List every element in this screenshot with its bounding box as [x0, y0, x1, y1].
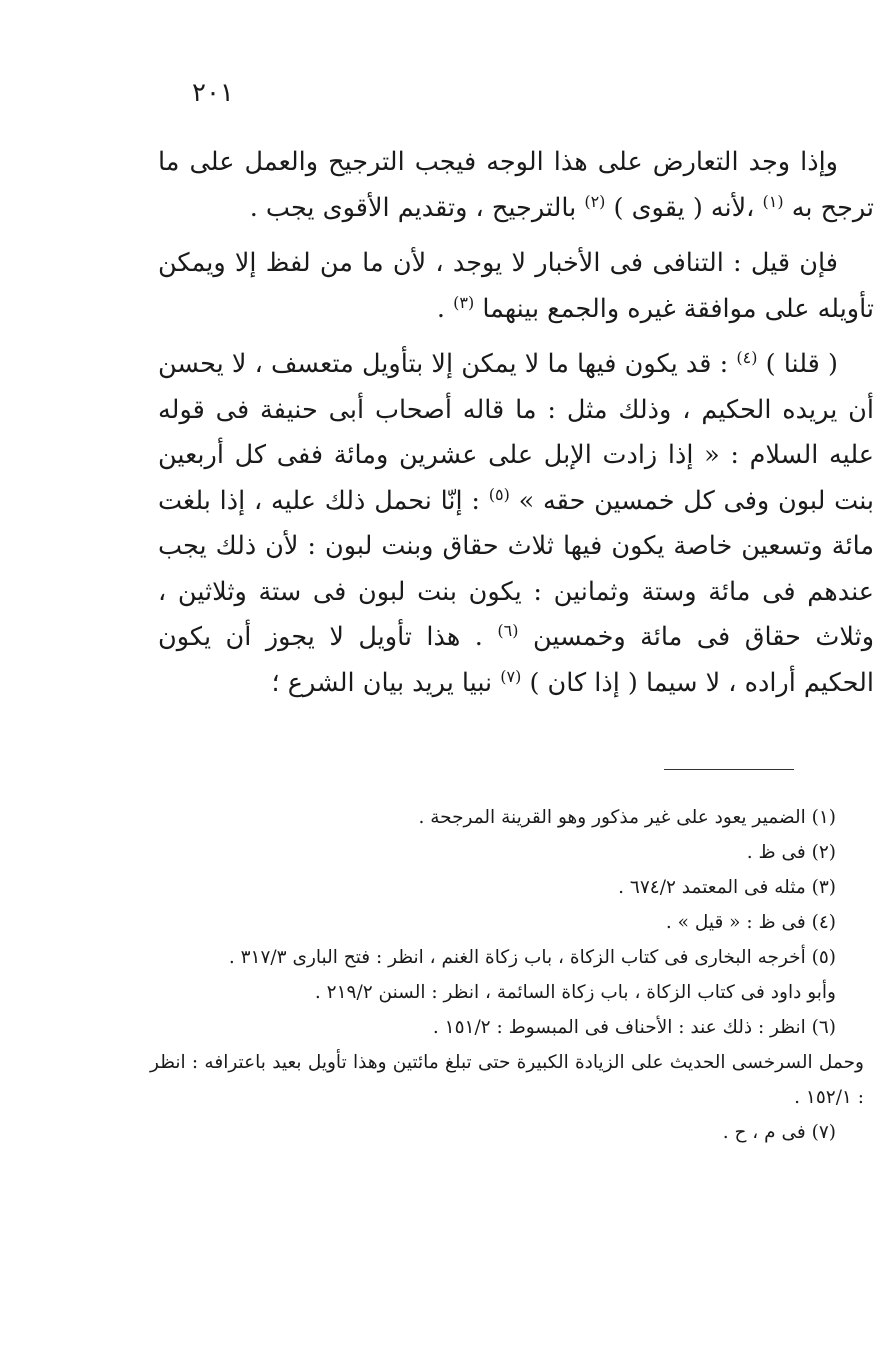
footnote-ref-6: (٦) — [497, 621, 519, 640]
footnote-ref-7: (٧) — [500, 666, 522, 686]
text-segment: بالترجيح ، وتقديم الأقوى يجب . — [249, 192, 577, 223]
text-segment: : إنّا نحمل ذلك عليه ، إذا بلغت مائة وتسعين خاصة يكون فيها ثلاث حقاق وبنت لبون : لأن ذلك يجب عندهم فى مائة وستة وثمانين : يكون بنت لبون فى ستة وثلاثين ، وثلاث حقاق فى مائة وخمسين — [158, 485, 875, 652]
footnote-6: (٦) انظر : ذلك عند : الأحناف فى المبسوط : ١٥١/٢ . — [432, 1017, 836, 1038]
text-segment: فإن قيل : التنافى فى الأخبار لا يوجد ، لأن ما من لفظ إلا ويمكن تأويله على موافقة غيره والجمع بينهما — [158, 248, 874, 324]
footnote-2: (٢) فى ظ . — [746, 842, 836, 863]
text-segment: ،لأنه ( يقوى ) — [613, 192, 755, 223]
footnote-ref-4: (٤) — [736, 348, 758, 367]
text-segment: نبيا يريد بيان الشرع ؛ — [271, 667, 493, 698]
footnote-ref-5: (٥) — [488, 484, 510, 504]
footnote-separator — [664, 769, 794, 770]
footnote-ref-3: (٣) — [453, 292, 475, 312]
footnote-ref-2: (٢) — [584, 191, 606, 211]
footnote-ref-1: (١) — [762, 191, 784, 211]
text-segment: ( قلنا ) — [765, 349, 838, 379]
footnote-6-continued: وحمل السرخسى الحديث على الزيادة الكبيرة حتى تبلغ مائتين وهذا تأويل بعيد باعترافه : انظر : ١٥٢/١ . — [150, 1052, 864, 1108]
text-segment: وإذا وجد التعارض على هذا الوجه فيجب الترجيح والعمل على ما ترجح به — [158, 147, 874, 223]
footnote-1: (١) الضمير يعود على غير مذكور وهو القرينة المرجحة . — [418, 807, 836, 828]
footnote-5-continued: وأبو داود فى كتاب الزكاة ، باب زكاة السائمة ، انظر : السنن ٢١٩/٢ . — [314, 982, 836, 1003]
text-segment: : قد يكون فيها ما لا يمكن إلا بتأويل متعسف ، لا يحسن أن يريده الحكيم ، وذلك مثل : ما قاله أصحاب أبى حنيفة فى قوله عليه السلام : « إذا زادت الإبل على عشرين ومائة ففى كل أربعين بنت لبون وفى كل خمسين حقه » — [158, 349, 875, 516]
paragraph-3 — [158, 342, 874, 706]
footnote-7: (٧) فى م ، ح . — [722, 1122, 836, 1143]
text-segment: . — [436, 293, 446, 324]
text-segment: . هذا تأويل لا يجوز أن يكون الحكيم أراده ، لا سيما ( إذا كان ) — [158, 622, 874, 698]
paragraph-2 — [158, 241, 874, 332]
page-number: ٢٠١ — [192, 78, 234, 108]
footnote-4: (٤) فى ظ : « قيل » . — [665, 912, 836, 933]
footnote-3: (٣) مثله فى المعتمد ٦٧٤/٢ . — [618, 877, 836, 898]
main-text — [158, 140, 874, 716]
footnote-5: (٥) أخرجه البخارى فى كتاب الزكاة ، باب زكاة الغنم ، انظر : فتح البارى ٣١٧/٣ . — [228, 947, 836, 968]
footnotes — [150, 800, 876, 1150]
paragraph-1 — [158, 140, 874, 231]
